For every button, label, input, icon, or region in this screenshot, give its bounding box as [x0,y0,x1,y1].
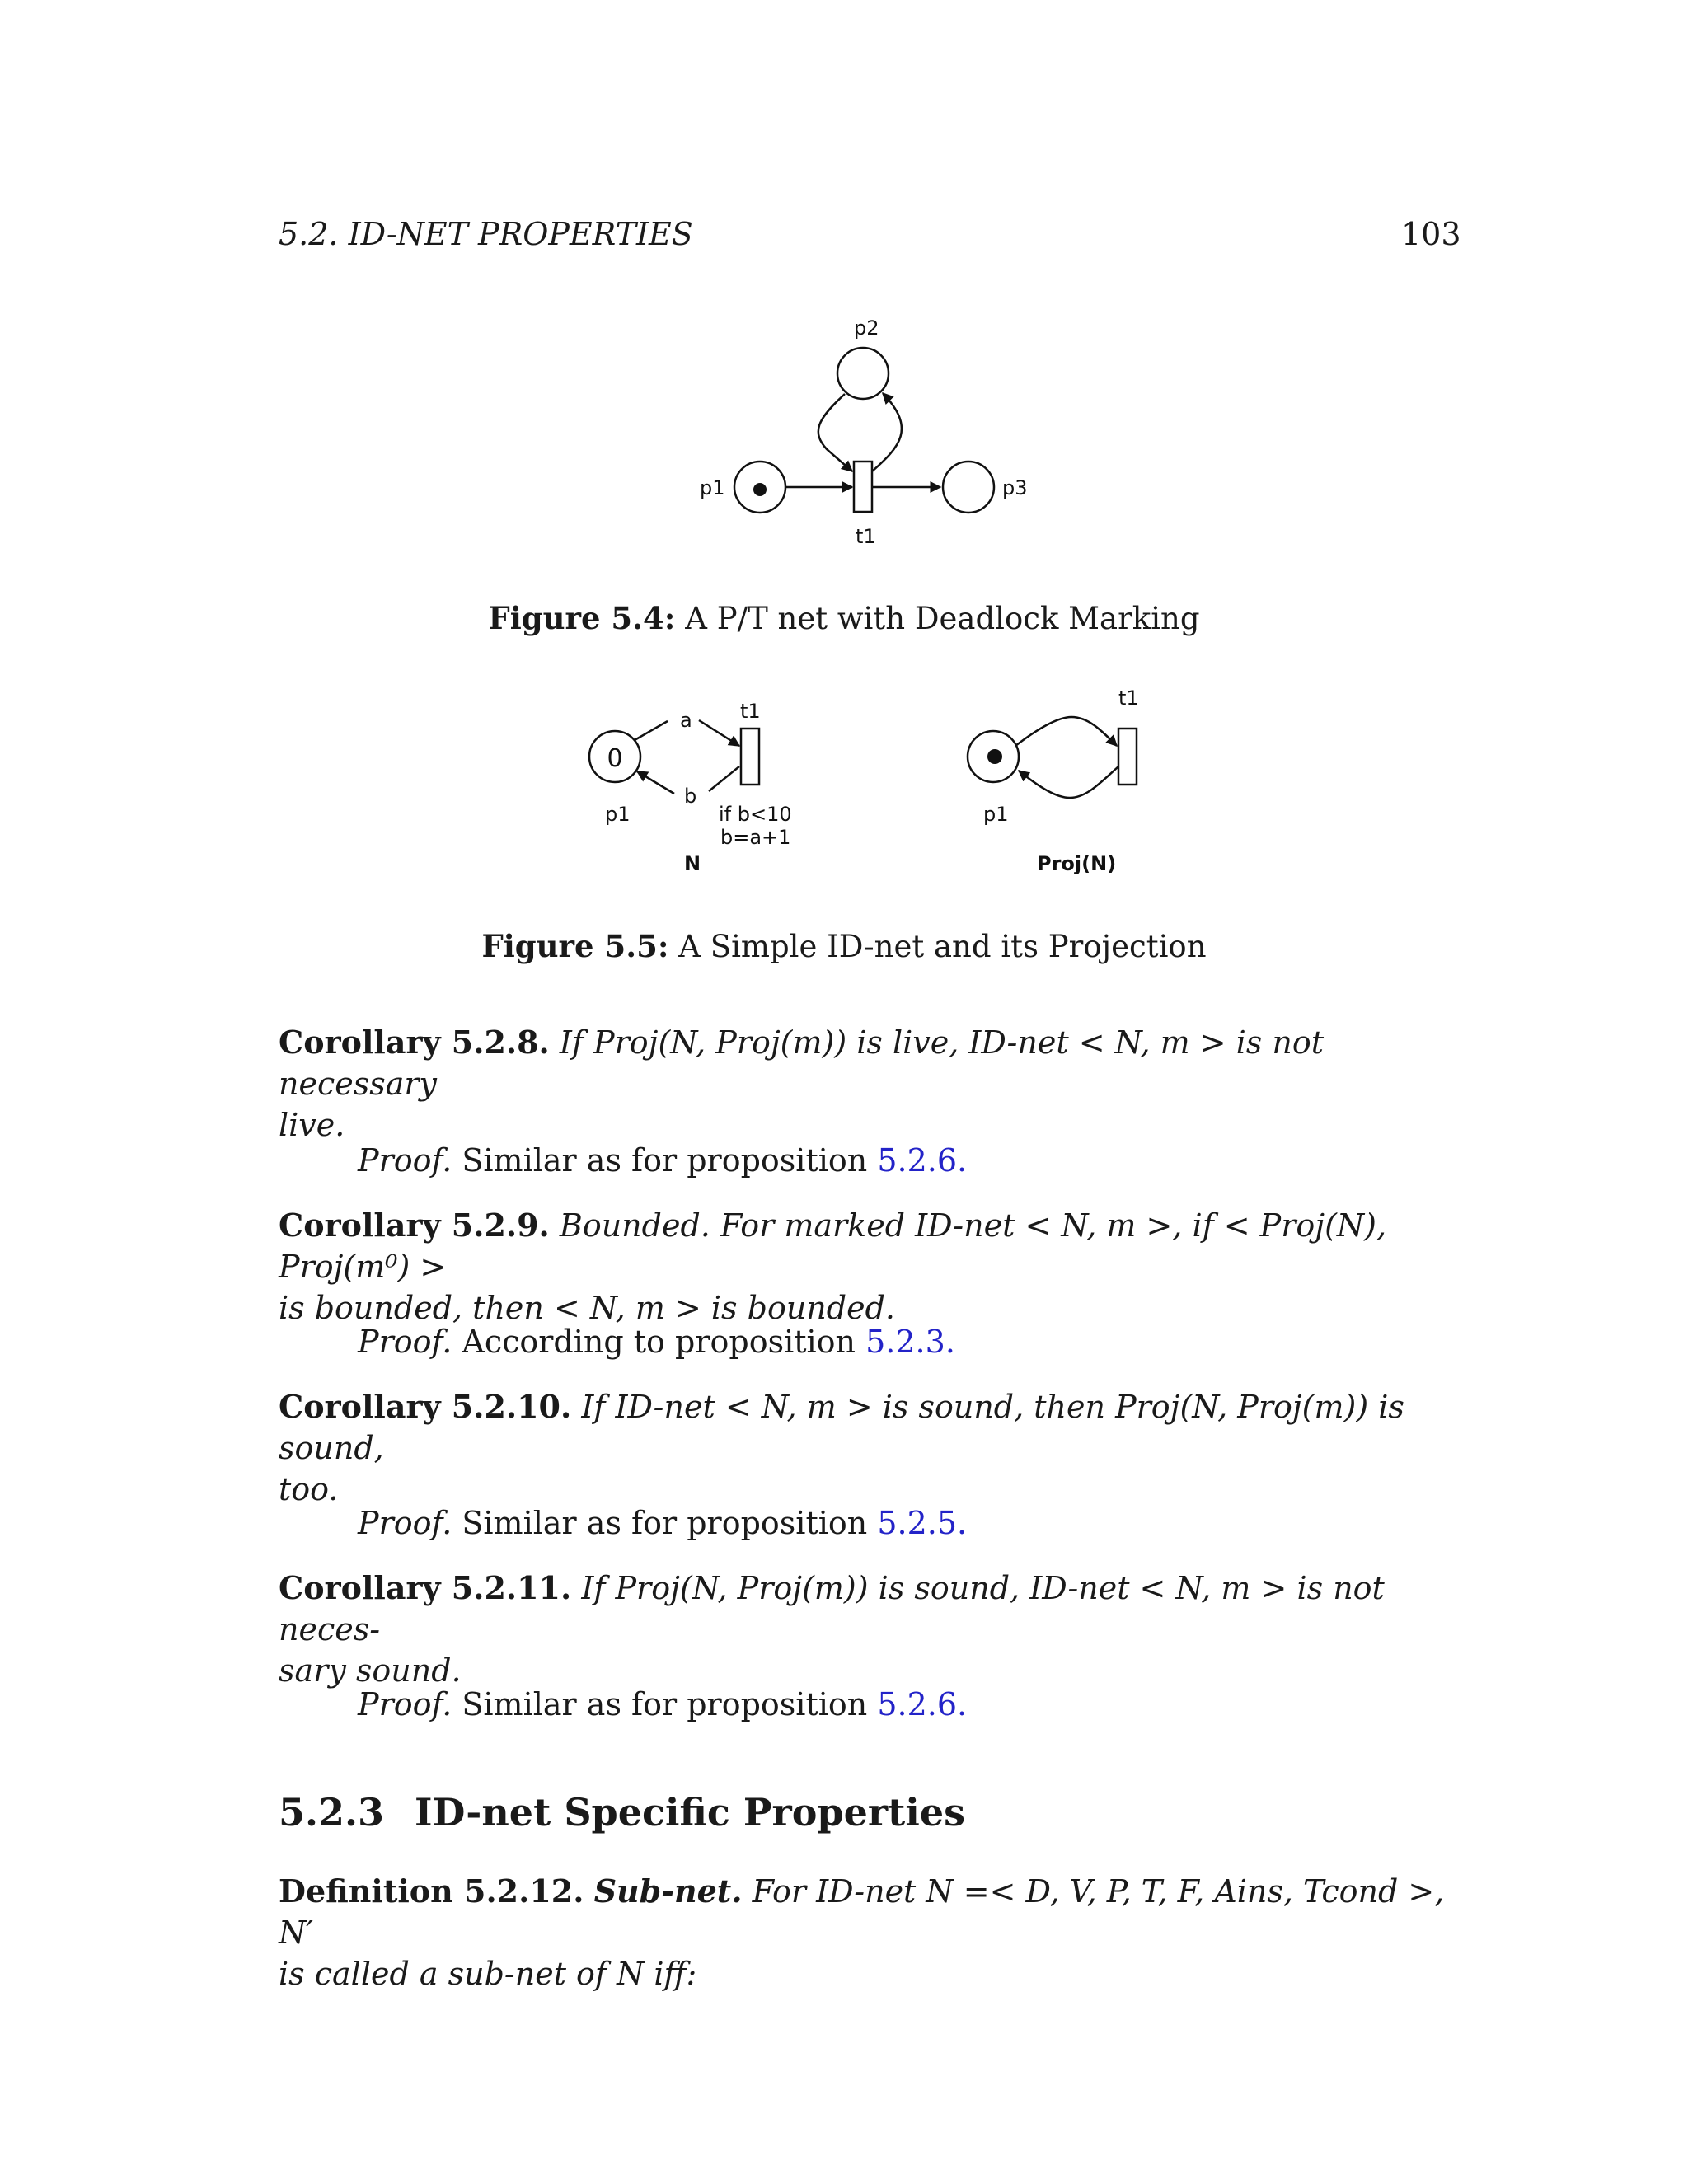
corollary-statement-cont: too. [279,1471,339,1507]
proof-text: Similar as for proposition [462,1142,868,1179]
transition-condition: if b<10 [719,803,792,826]
proof-word: Proof. [358,1505,452,1541]
definition-5-2-12 [279,1871,1449,1994]
definition-statement-cont: is called a sub-net of N iff: [279,1956,697,1992]
proposition-link-5-2-6[interactable]: 5.2.6 [877,1142,958,1179]
arc-label-a: a [680,709,692,732]
net-name-N: N [684,852,701,875]
label-p1-N: p1 [605,803,631,826]
figure-5-5-caption-label: Figure 5.5: [481,928,669,964]
corollary-label: Corollary 5.2.9. [279,1207,550,1244]
corollary-label: Corollary 5.2.8. [279,1024,550,1061]
definition-label: Definition 5.2.12. [279,1872,584,1910]
figure-5-5-caption-text: A Simple ID-net and its Projection [678,929,1207,964]
proof-end: . [957,1505,968,1541]
corollary-statement-cont: sary sound. [279,1652,462,1689]
proof-word: Proof. [358,1142,452,1179]
proof-text: According to proposition [462,1324,856,1360]
token-value: 0 [607,744,623,773]
proof-2 [358,1324,955,1360]
label-t1: t1 [856,525,876,548]
proof-end: . [957,1142,968,1179]
token-dot [753,483,767,496]
corollary-statement-cont: is bounded, then < N, m > is bounded. [279,1290,895,1326]
proof-1 [358,1142,967,1179]
transition-t1-N [741,729,759,785]
proof-word: Proof. [358,1324,452,1360]
figure-5-4-caption-label: Figure 5.4: [488,600,676,636]
corollary-5-2-10 [279,1386,1449,1510]
running-header-section: 5.2. ID-NET PROPERTIES [279,216,693,252]
page-number: 103 [1401,216,1461,252]
figure-5-4-petri-net [676,305,1039,552]
proof-end: . [957,1686,968,1722]
net-name-proj: Proj(N) [1037,852,1117,875]
transition-t1 [854,462,872,512]
label-p3: p3 [1002,476,1028,499]
transition-t1-proj [1118,729,1137,785]
label-t1-proj: t1 [1118,687,1139,710]
place-p3 [943,462,994,513]
proof-word: Proof. [358,1686,452,1722]
figure-5-4-caption [0,600,1688,636]
section-title: ID-net Specific Properties [415,1790,965,1835]
place-p2 [837,348,889,399]
proof-end: . [945,1324,955,1360]
proof-4 [358,1686,967,1722]
section-heading [279,1790,965,1835]
proof-text: Similar as for proposition [462,1505,868,1541]
section-number: 5.2.3 [279,1790,385,1835]
definition-statement: For ID-net N =< D, V, P, T, F, Ains, Tcond >, N′ [279,1873,1445,1951]
arc-label-b: b [684,785,697,808]
corollary-label: Corollary 5.2.11. [279,1569,572,1606]
definition-term: Sub-net. [593,1872,743,1910]
corollary-statement-cont: live. [279,1107,345,1143]
proposition-link-5-2-5[interactable]: 5.2.5 [877,1505,958,1541]
label-t1-N: t1 [740,700,761,723]
figure-5-5-id-net-and-projection [569,676,1146,882]
figure-5-4-caption-text: A P/T net with Deadlock Marking [685,601,1200,636]
figure-5-5-caption [0,928,1688,964]
corollary-5-2-11 [279,1568,1449,1691]
corollary-statement: Bounded. For marked ID-net < N, m >, if < Proj(N), Proj(m⁰) > [279,1207,1387,1285]
label-p2: p2 [854,316,879,340]
corollary-5-2-8 [279,1022,1449,1146]
corollary-statement: If Proj(N, Proj(m)) is sound, ID-net < N, m > is not neces- [279,1570,1385,1647]
label-p1-proj: p1 [983,803,1009,826]
proof-text: Similar as for proposition [462,1686,868,1722]
token-dot-proj [987,749,1002,764]
proposition-link-5-2-6[interactable]: 5.2.6 [877,1686,958,1722]
corollary-label: Corollary 5.2.10. [279,1388,572,1425]
corollary-5-2-9 [279,1205,1449,1329]
corollary-statement: If Proj(N, Proj(m)) is live, ID-net < N, m > is not necessary [279,1024,1324,1102]
corollary-statement: If ID-net < N, m > is sound, then Proj(N, Proj(m)) is sound, [279,1389,1404,1466]
proposition-link-5-2-3[interactable]: 5.2.3 [865,1324,945,1360]
label-p1: p1 [700,476,725,499]
transition-action: b=a+1 [720,826,791,849]
proof-3 [358,1505,967,1541]
